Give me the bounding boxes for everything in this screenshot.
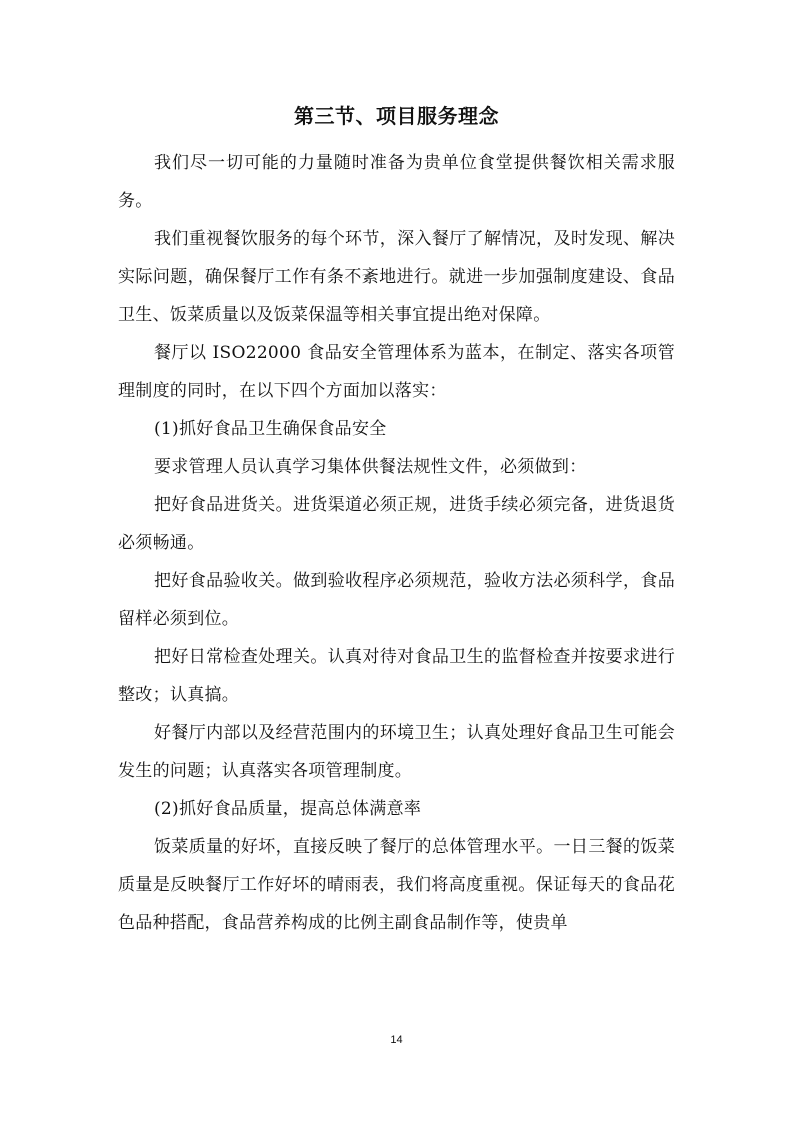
paragraph-service-details: 我们重视餐饮服务的每个环节，深入餐厅了解情况，及时发现、解决实际问题，确保餐厅工作有条不紊地进行。就进一步加强制度建设、食品卫生、饭菜质量以及饭菜保温等相关事宜提出绝对保障。 — [118, 229, 675, 325]
paragraph-iso22000: 餐厅以 ISO22000 食品安全管理体系为蓝本，在制定、落实各项管理制度的同时，在以下四个方面加以落实： — [118, 343, 675, 401]
paragraph-item-2-heading: (2)抓好食品质量，提高总体满意率 — [154, 799, 422, 819]
paragraph-inspection: 把好日常检查处理关。认真对待对食品卫生的监督检查并按要求进行整改；认真搞。 — [118, 647, 675, 705]
paragraph-requirements: 要求管理人员认真学习集体供餐法规性文件，必须做到： — [154, 457, 587, 477]
paragraph-intro: 我们尽一切可能的力量随时准备为贵单位食堂提供餐饮相关需求服务。 — [118, 153, 675, 211]
paragraph-purchasing: 把好食品进货关。进货渠道必须正规，进货手续必须完备，进货退货必须畅通。 — [118, 495, 675, 553]
paragraph-food-quality: 饭菜质量的好坏，直接反映了餐厅的总体管理水平。一日三餐的饭菜质量是反映餐厅工作好坏的晴雨表，我们将高度重视。保证每天的食品花色品种搭配，食品营养构成的比例主副食品制作等，使贵单 — [118, 837, 675, 933]
page-number: 14 — [390, 1034, 403, 1046]
section-heading: 第三节、项目服务理念 — [294, 104, 499, 128]
paragraph-item-1-heading: (1)抓好食品卫生确保食品安全 — [154, 419, 387, 439]
paragraph-environment: 好餐厅内部以及经营范围内的环境卫生；认真处理好食品卫生可能会发生的问题；认真落实各项管理制度。 — [118, 723, 675, 781]
paragraph-acceptance: 把好食品验收关。做到验收程序必须规范，验收方法必须科学，食品留样必须到位。 — [118, 571, 675, 629]
body-text — [118, 144, 675, 942]
